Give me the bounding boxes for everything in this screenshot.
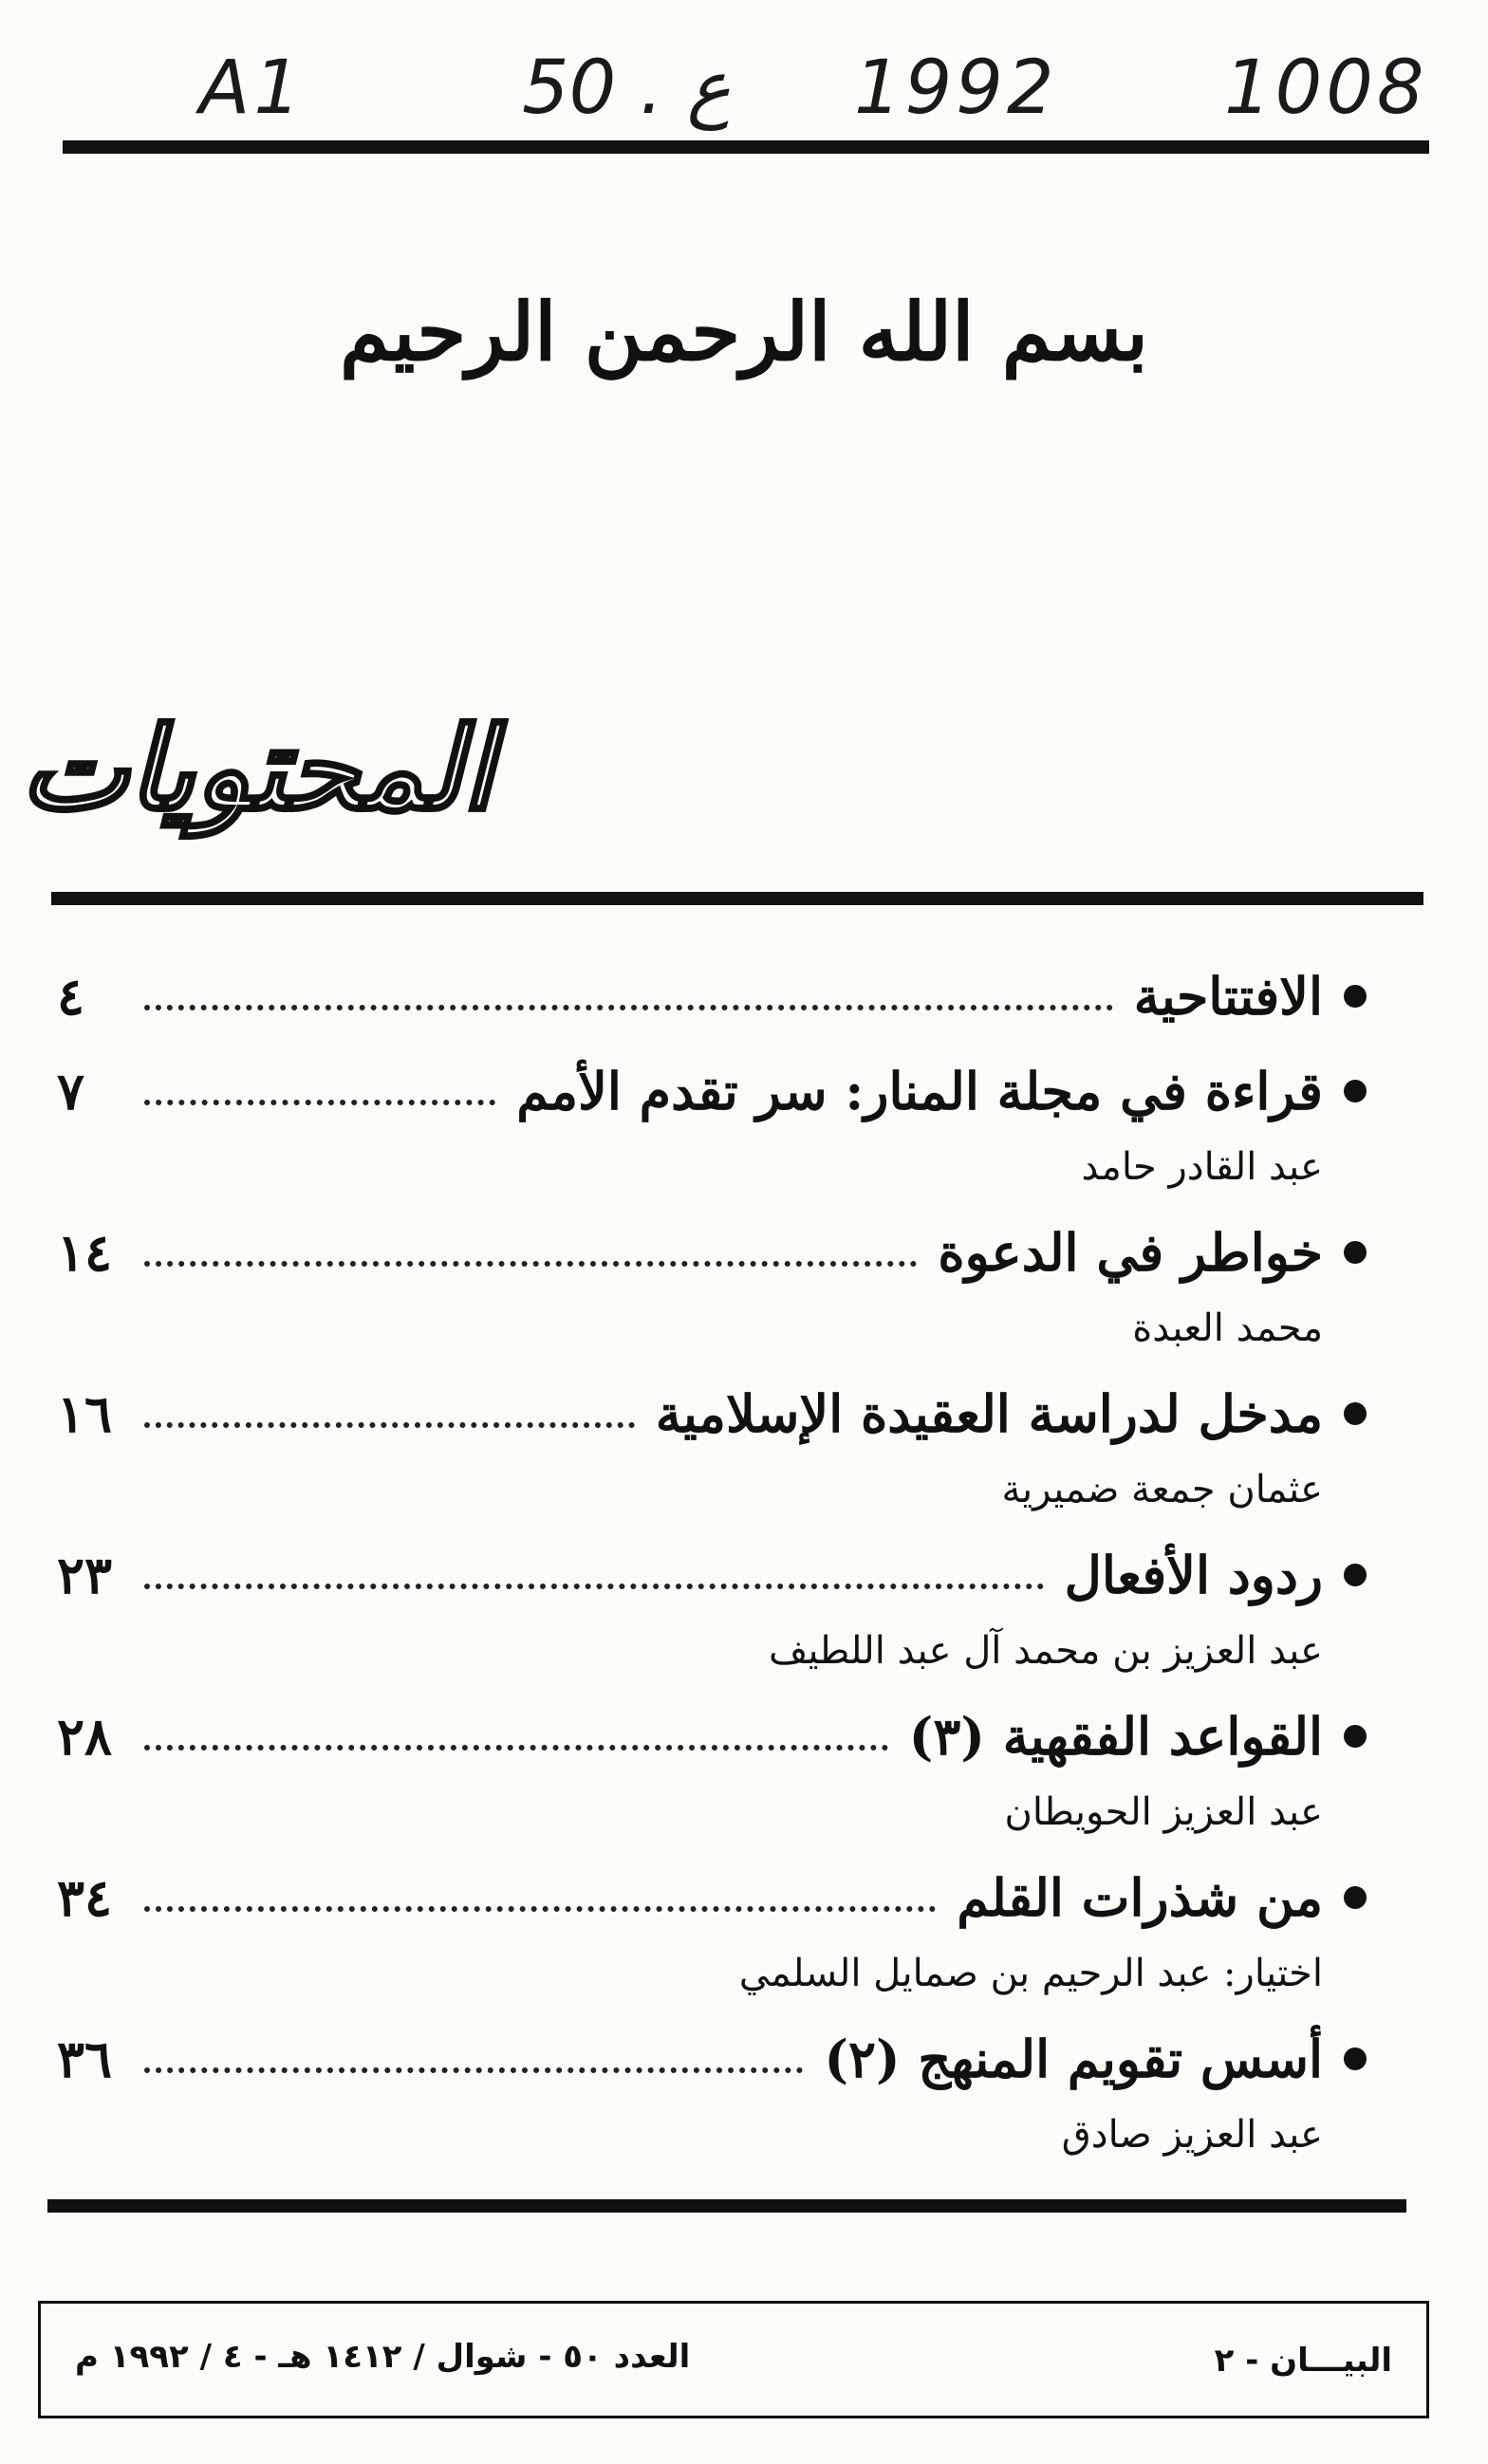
handwritten-mark-2: 50 . ع [522,46,732,131]
toc-title: خواطر في الدعوة [938,1222,1323,1283]
toc-title: القواعد الفقهية (٣) [908,1706,1323,1767]
dot-leader [144,1422,635,1428]
issue-info: العدد ٥٠ - شوال / ١٤١٢ هـ - ٤ / ١٩٩٢ م [75,2338,691,2376]
toc-entry [57,1689,1367,1850]
toc-entry [57,949,1367,1044]
toc-title: الافتتاحية [1133,966,1323,1027]
dot-leader [144,1906,936,1912]
bottom-rule [47,2199,1406,2213]
dot-leader [144,1005,1113,1010]
dot-leader [144,1261,917,1267]
handwritten-mark-4: 1008 [1224,46,1428,131]
toc-entry [57,1044,1367,1205]
toc-title: مدخل لدراسة العقيدة الإسلامية [655,1383,1323,1444]
toc-title: من شذرات القلم [957,1867,1323,1928]
toc-author: عبد القادر حامد [1081,1145,1323,1189]
toc-entry [57,1366,1367,1528]
dot-leader [144,1584,1044,1589]
issue-footer [38,2301,1429,2418]
bullet-icon [1344,1241,1367,1264]
toc-page-number: ٧ [57,1061,85,1121]
bullet-icon [1344,1725,1367,1748]
toc-page-number: ٢٣ [57,1545,113,1605]
toc-author: عبد العزيز صادق [1061,2113,1323,2157]
toc-title: ردود الأفعال [1064,1545,1323,1605]
dot-leader [144,1100,495,1105]
toc-page-number: ٣٤ [57,1867,113,1928]
contents-rule [51,892,1423,905]
toc-author: عبد العزيز الحويطان [1004,1790,1323,1834]
dot-leader [144,1745,888,1751]
toc-entry [57,1205,1367,1366]
handwritten-mark-1: A1 [199,46,305,131]
toc-page-number: ٤ [57,966,85,1027]
toc-author: عثمان جمعة ضميرية [1001,1468,1323,1511]
toc-entry [57,2011,1367,2173]
toc-page-number: ٣٦ [57,2029,113,2089]
contents-heading: المحتويات [21,702,493,836]
dot-leader [144,2067,803,2073]
toc-page-number: ١٦ [57,1383,113,1444]
toc-title: قراءة في مجلة المنار: سر تقدم الأمم [516,1061,1323,1121]
toc-entry [57,1528,1367,1689]
toc-page-number: ١٤ [57,1222,113,1283]
toc-page-number: ٢٨ [57,1706,113,1767]
handwritten-mark-3: 1992 [854,46,1058,131]
bullet-icon [1344,985,1367,1008]
toc-title: أسس تقويم المنهج (٢) [824,2029,1323,2089]
magazine-page-label: البيـــان - ٢ [1214,2342,1392,2380]
bullet-icon [1344,1080,1367,1102]
bullet-icon [1344,1564,1367,1586]
bullet-icon [1344,1886,1367,1909]
toc-entry [57,1850,1367,2011]
basmala: بسم الله الرحمن الرحيم [340,285,1148,379]
toc-author: اختيار: عبد الرحيم بن صمايل السلمي [738,1952,1323,1995]
top-rule [63,140,1429,154]
bullet-icon [1344,2047,1367,2070]
table-of-contents [57,949,1367,2173]
toc-author: محمد العبدة [1132,1306,1323,1350]
bullet-icon [1344,1402,1367,1425]
toc-author: عبد العزيز بن محمد آل عبد اللطيف [769,1629,1323,1673]
